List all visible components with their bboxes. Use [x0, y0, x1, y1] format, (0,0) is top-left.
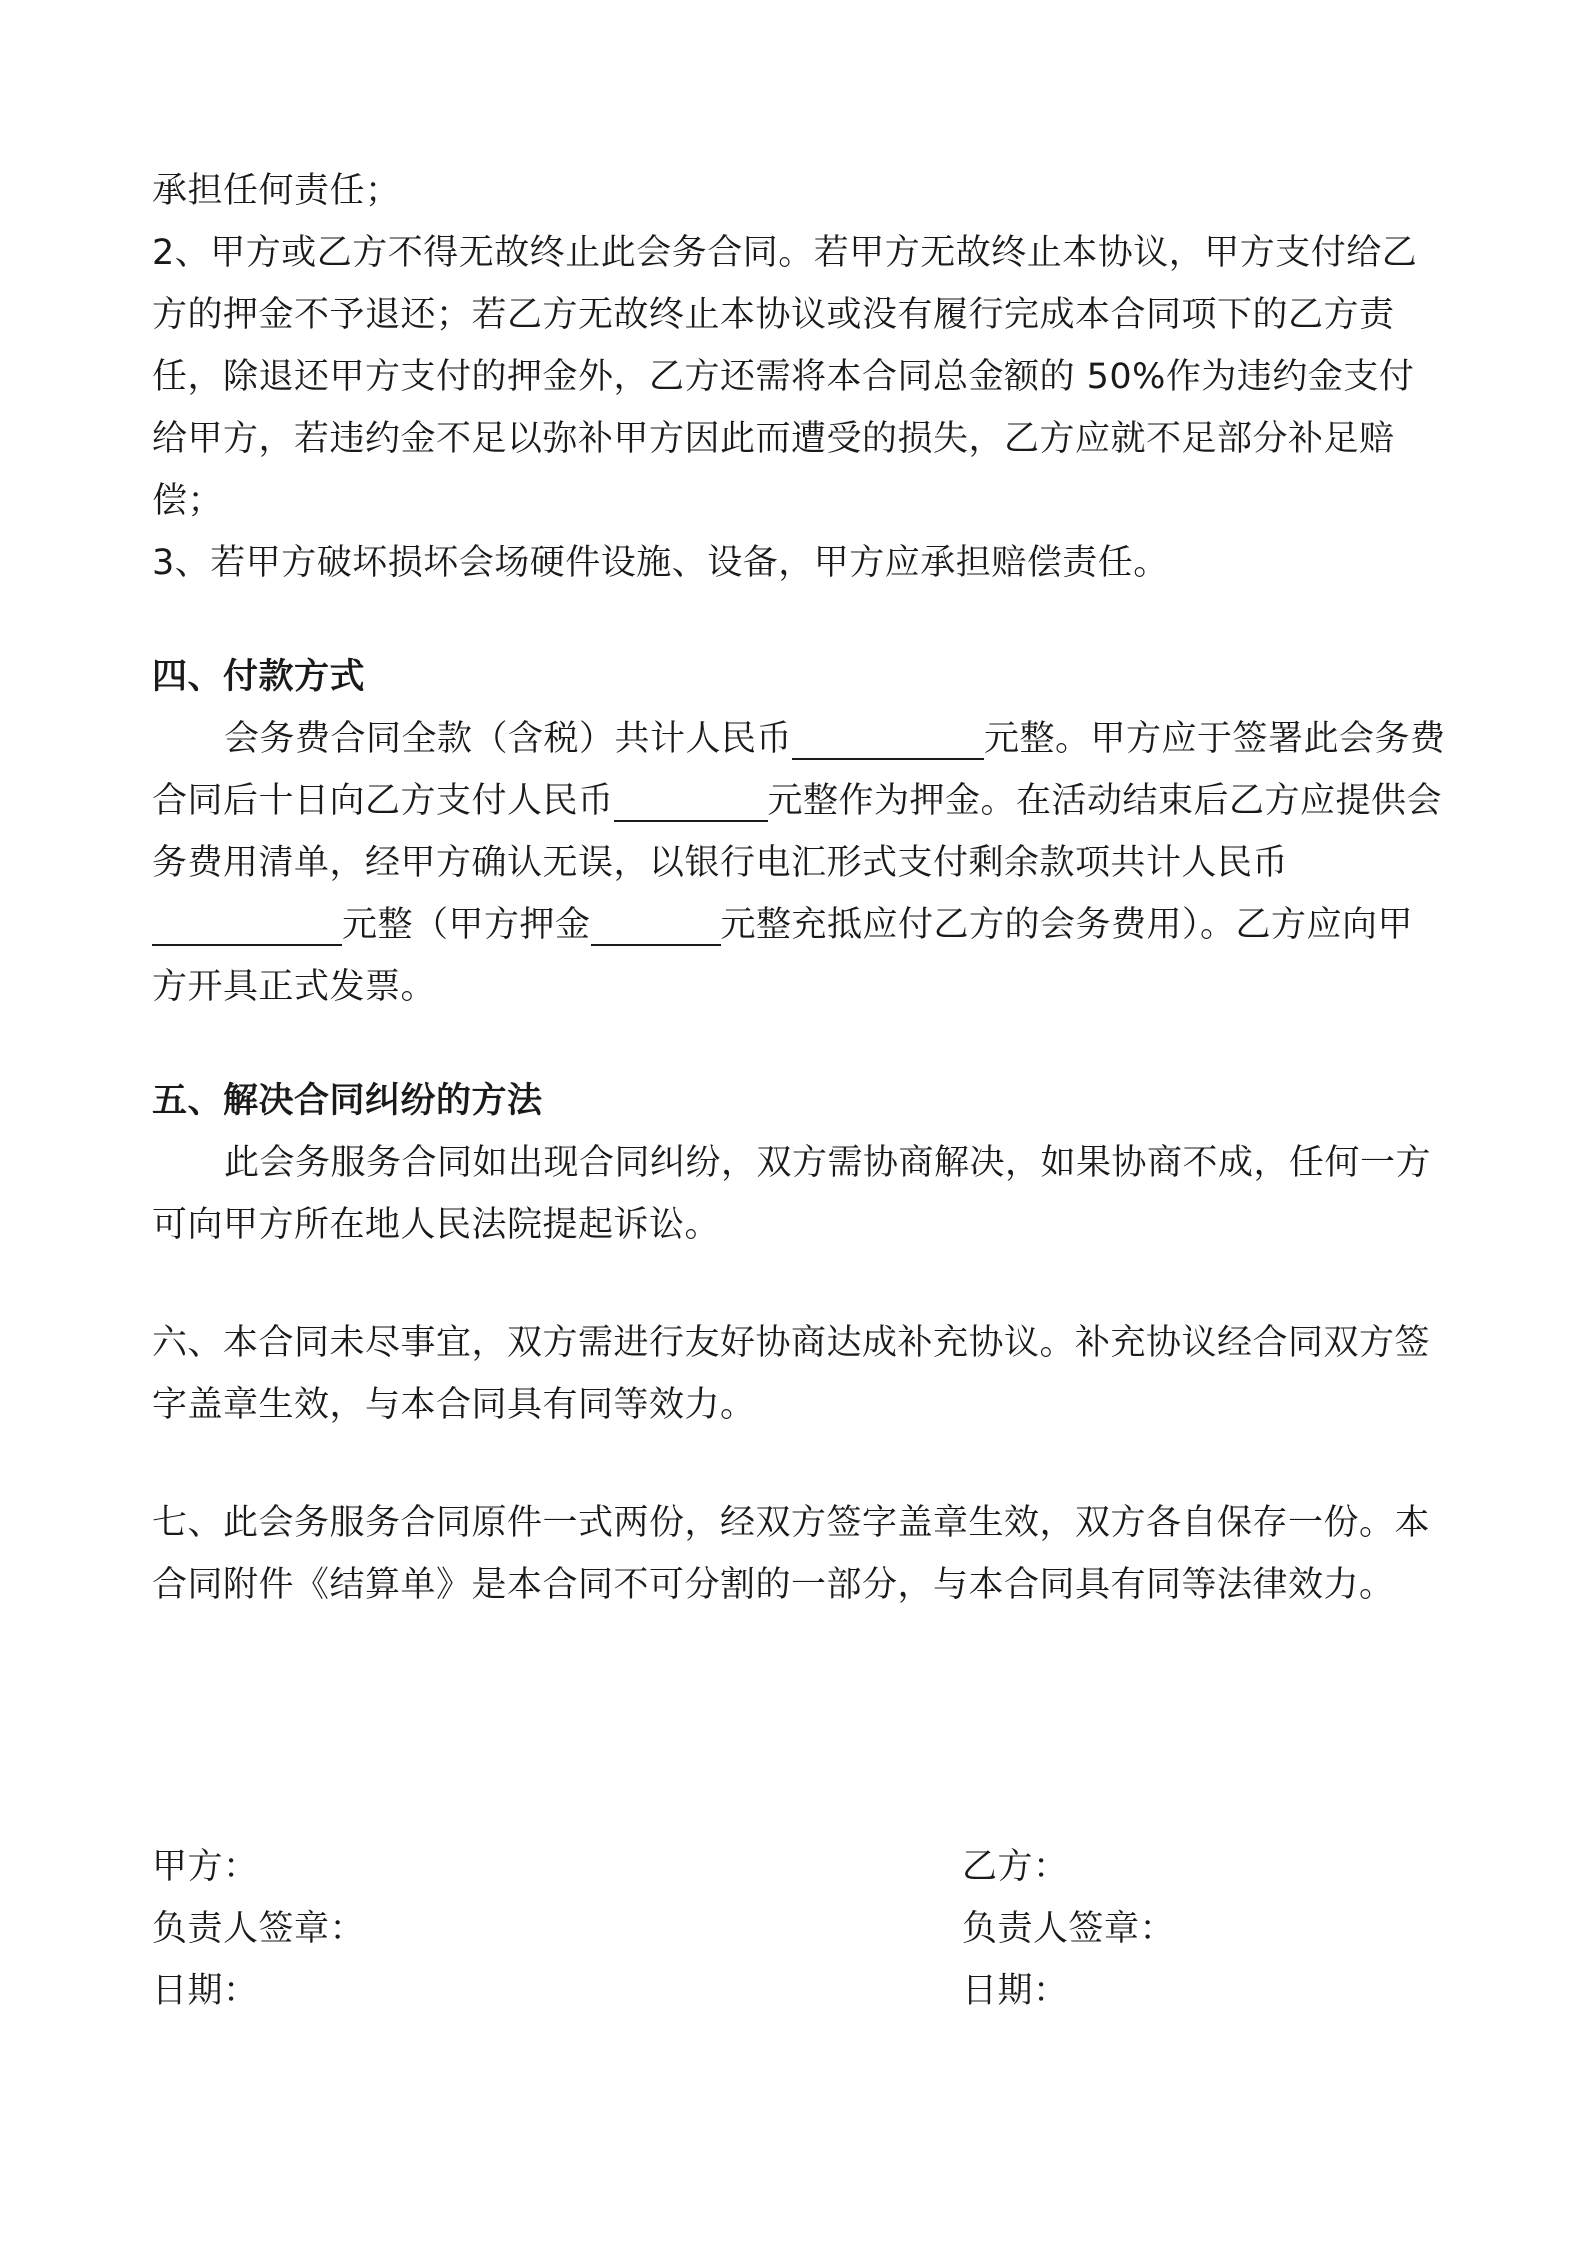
contract-body — [152, 160, 1446, 1616]
party-b-date-label: 日期： — [962, 1971, 1069, 2011]
section-4-heading: 四、付款方式 — [152, 657, 366, 697]
payment-text-5: 元整充抵应付乙方的会务费用）。乙方应向甲方开具正式发票。 — [152, 905, 1414, 1007]
section-7: 七、此会务服务合同原件一式两份，经双方签字盖章生效，双方各自保存一份。本合同附件《结算单》是本合同不可分割的一部分，与本合同具有同等法律效力。 — [152, 1503, 1431, 1605]
party-a-label: 甲方： — [152, 1847, 259, 1887]
payment-text-3: 元整作为押金。在活动结束后乙方应提供会务费用清单，经甲方确认无误，以银行电汇形式支付剩余款项共计人民币 — [152, 781, 1443, 883]
party-b-signature — [962, 1836, 1175, 2022]
section-5-body: 此会务服务合同如出现合同纠纷，双方需协商解决，如果协商不成，任何一方可向甲方所在地人民法院提起诉讼。 — [152, 1143, 1432, 1245]
party-b-label: 乙方： — [962, 1847, 1069, 1887]
clause-2: 2、甲方或乙方不得无故终止此会务合同。若甲方无故终止本协议，甲方支付给乙方的押金不予退还；若乙方无故终止本协议或没有履行完成本合同项下的乙方责任，除退还甲方支付的押金外，乙方还需将本合同总金额的 50%作为违约金支付给甲方，若违约金不足以弥补甲方因此而遭受的损失，乙方应就不足部分补足赔偿； — [152, 233, 1418, 521]
amount-total-blank — [792, 718, 984, 760]
payment-text-1: 会务费合同全款（含税）共计人民币 — [224, 719, 793, 759]
section-6: 六、本合同未尽事宜，双方需进行友好协商达成补充协议。补充协议经合同双方签字盖章生效，与本合同具有同等效力。 — [152, 1323, 1431, 1425]
deposit-amount-blank — [614, 780, 768, 822]
clause-continuation: 承担任何责任； — [152, 171, 401, 211]
section-4-body — [152, 708, 1446, 1018]
payment-text-2: 元整。甲方应于签署此会务费合同后十日向乙方支付人民币 — [152, 719, 1446, 821]
party-a-person-label: 负责人签章： — [152, 1909, 366, 1949]
remaining-amount-blank — [152, 904, 342, 946]
section-5-heading: 五、解决合同纠纷的方法 — [152, 1081, 543, 1121]
deposit-offset-blank — [591, 904, 721, 946]
party-b-person-label: 负责人签章： — [962, 1909, 1176, 1949]
payment-text-4: 元整（甲方押金 — [342, 905, 591, 945]
party-a-signature — [152, 1836, 365, 2022]
party-a-date-label: 日期： — [152, 1971, 259, 2011]
clause-3: 3、若甲方破坏损坏会场硬件设施、设备，甲方应承担赔偿责任。 — [152, 543, 1169, 583]
